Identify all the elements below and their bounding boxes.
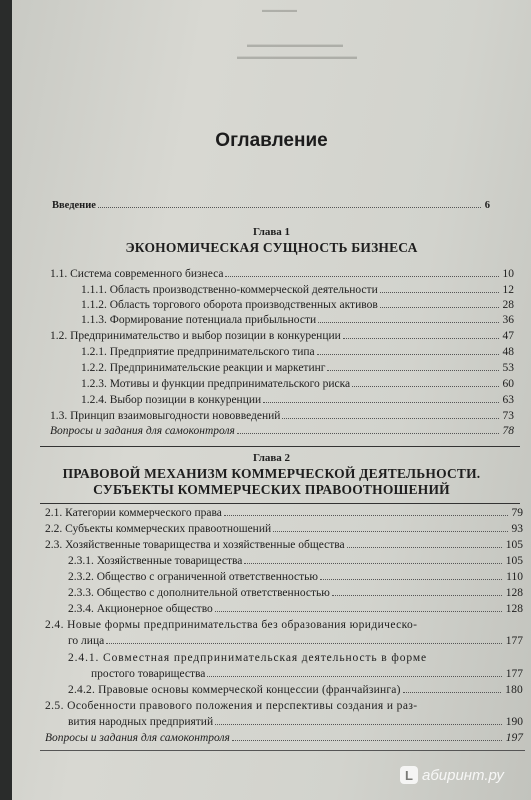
chapter-2-title-line2: СУБЪЕКТЫ КОММЕРЧЕСКИХ ПРАВООТНОШЕНИЙ — [93, 482, 450, 497]
toc-entry: 2.2. Субъекты коммерческих правоотношений 93 — [45, 523, 523, 535]
chapter-2-title-line1: ПРАВОВОЙ МЕХАНИЗМ КОММЕРЧЕСКОЙ ДЕЯТЕЛЬНОСТИ. — [62, 466, 481, 481]
toc-entry: 2.4.2. Правовые основы коммерческой концессии (франчайзинга) 180 — [68, 684, 523, 696]
toc-entry: 1.2. Предпринимательство и выбор позиции в конкуренции 47 — [50, 330, 514, 342]
chapter-1-label: Глава 1 — [252, 226, 291, 238]
watermark — [400, 766, 504, 784]
toc-entry: 1.1. Система современного бизнеса 10 — [50, 268, 514, 280]
toc-entry-line: 2.5. Особенности правового положения и перспективы создания и раз- — [45, 700, 418, 712]
chapter-2-label: Глава 2 — [252, 452, 291, 464]
toc-entry: 1.2.2. Предпринимательские реакции и маркетинг 53 — [81, 362, 514, 374]
toc-entry-line: 2.4. Новые формы предпринимательства без образования юридическо- — [45, 619, 418, 631]
divider — [40, 446, 520, 447]
toc-entry: 1.2.1. Предприятие предпринимательского типа 48 — [81, 346, 514, 358]
toc-entry-questions: Вопросы и задания для самоконтроля 78 — [50, 425, 514, 437]
toc-entry: 1.3. Принцип взаимовыгодности нововведений 73 — [50, 410, 514, 422]
toc-entry: 1.2.3. Мотивы и функции предпринимательского риска 60 — [81, 378, 514, 390]
divider — [40, 503, 520, 504]
toc-entry: 2.3.4. Акционерное общество 128 — [68, 603, 523, 615]
toc-entry: 2.3. Хозяйственные товарищества и хозяйственные общества 105 — [45, 539, 523, 551]
toc-entry: 1.1.2. Область торгового оборота производственных активов 28 — [81, 299, 514, 311]
toc-entry: го лица 177 — [68, 635, 523, 647]
divider — [40, 750, 525, 751]
toc-entry: вития народных предприятий 190 — [68, 716, 523, 728]
toc-entry: 2.3.3. Общество с дополнительной ответственностью 128 — [68, 587, 523, 599]
toc-entry: 2.3.1. Хозяйственные товарищества 105 — [68, 555, 523, 567]
toc-entry-intro: Введение 6 — [52, 200, 490, 211]
toc-entry: 1.1.3. Формирование потенциала прибыльности 36 — [81, 314, 514, 326]
toc-entry-questions: Вопросы и задания для самоконтроля 197 — [45, 732, 523, 744]
labirint-logo-icon: L — [400, 766, 418, 784]
toc-entry: простого товарищества 177 — [91, 668, 523, 680]
toc-entry: 2.1. Категории коммерческого права 79 — [45, 507, 523, 519]
toc-entry: 2.3.2. Общество с ограниченной ответственностью 110 — [68, 571, 523, 583]
book-page: ▬▬▬▬▬ ▬▬▬▬▬▬▬▬▬▬▬▬ ▬▬▬▬▬▬▬▬▬▬▬▬▬▬▬ Оглавление Введение 6 Глава 1 ЭКОНОМИЧЕСКАЯ СУЩНОСТЬ БИЗНЕСА 1.1. Система современного бизнеса 10 1.1.1. Область производственно-коммерческой деятельности 12 1.1.2. Область торгового оборота производственных активов 28 1.1.3. Формирование потенциала прибыльности 36 1.2. Предпринимательство и выбор позиции в конкуренции 47 1.2.1. Предприятие предпринимательского типа 48 1.2.2. Предпринимательские реакции и маркетинг 53 1.2.3. Мотивы и функции предпринимательского риска 60 1.2.4. Выбор позиции в конкуренции 63 1.3. Принцип взаимовыгодности нововведений 73 Вопросы и задания для самоконтроля 78 Глава 2 ПРАВОВОЙ МЕХАНИЗМ КОММЕРЧЕСКОЙ ДЕЯТЕЛЬНОСТИ. СУБЪЕКТЫ КОММЕРЧЕСКИХ ПРАВООТНОШЕНИЙ 2.1. Категории коммерческого права 79 2.2. Субъекты коммерческих правоотношений 93 2.3. Хозяйственные товарищества и хозяйственные общества 105 2.3.1. Хозяйственные товарищества 105 2.3.2. Общество с ограниченной ответственностью 110 2.3.3. Общество с дополнительной ответственностью 128 2.3.4. Акционерное общество 128 2.4. Новые формы предпринимательства без образования юридическо- го лица 177 2.4.1. Совместная предпринимательская деятельность в форме простого товарищества 177 2.4.2. Правовые основы коммерческой концессии (франчайзинга) 180 2.5. Особенности правового положения и перспективы создания и раз- вития народных предприятий 190 Вопросы и задания для самоконтроля 197 L абиринт.ру — [12, 0, 531, 800]
toc-entry-line: 2.4.1. Совместная предпринимательская деятельность в форме — [68, 652, 428, 664]
toc-title: Оглавление — [215, 130, 328, 151]
chapter-1-title: ЭКОНОМИЧЕСКАЯ СУЩНОСТЬ БИЗНЕСА — [125, 240, 418, 255]
watermark-text: абиринт.ру — [422, 766, 504, 784]
toc-entry: 1.2.4. Выбор позиции в конкуренции 63 — [81, 394, 514, 406]
toc-entry: 1.1.1. Область производственно-коммерческой деятельности 12 — [81, 284, 514, 296]
